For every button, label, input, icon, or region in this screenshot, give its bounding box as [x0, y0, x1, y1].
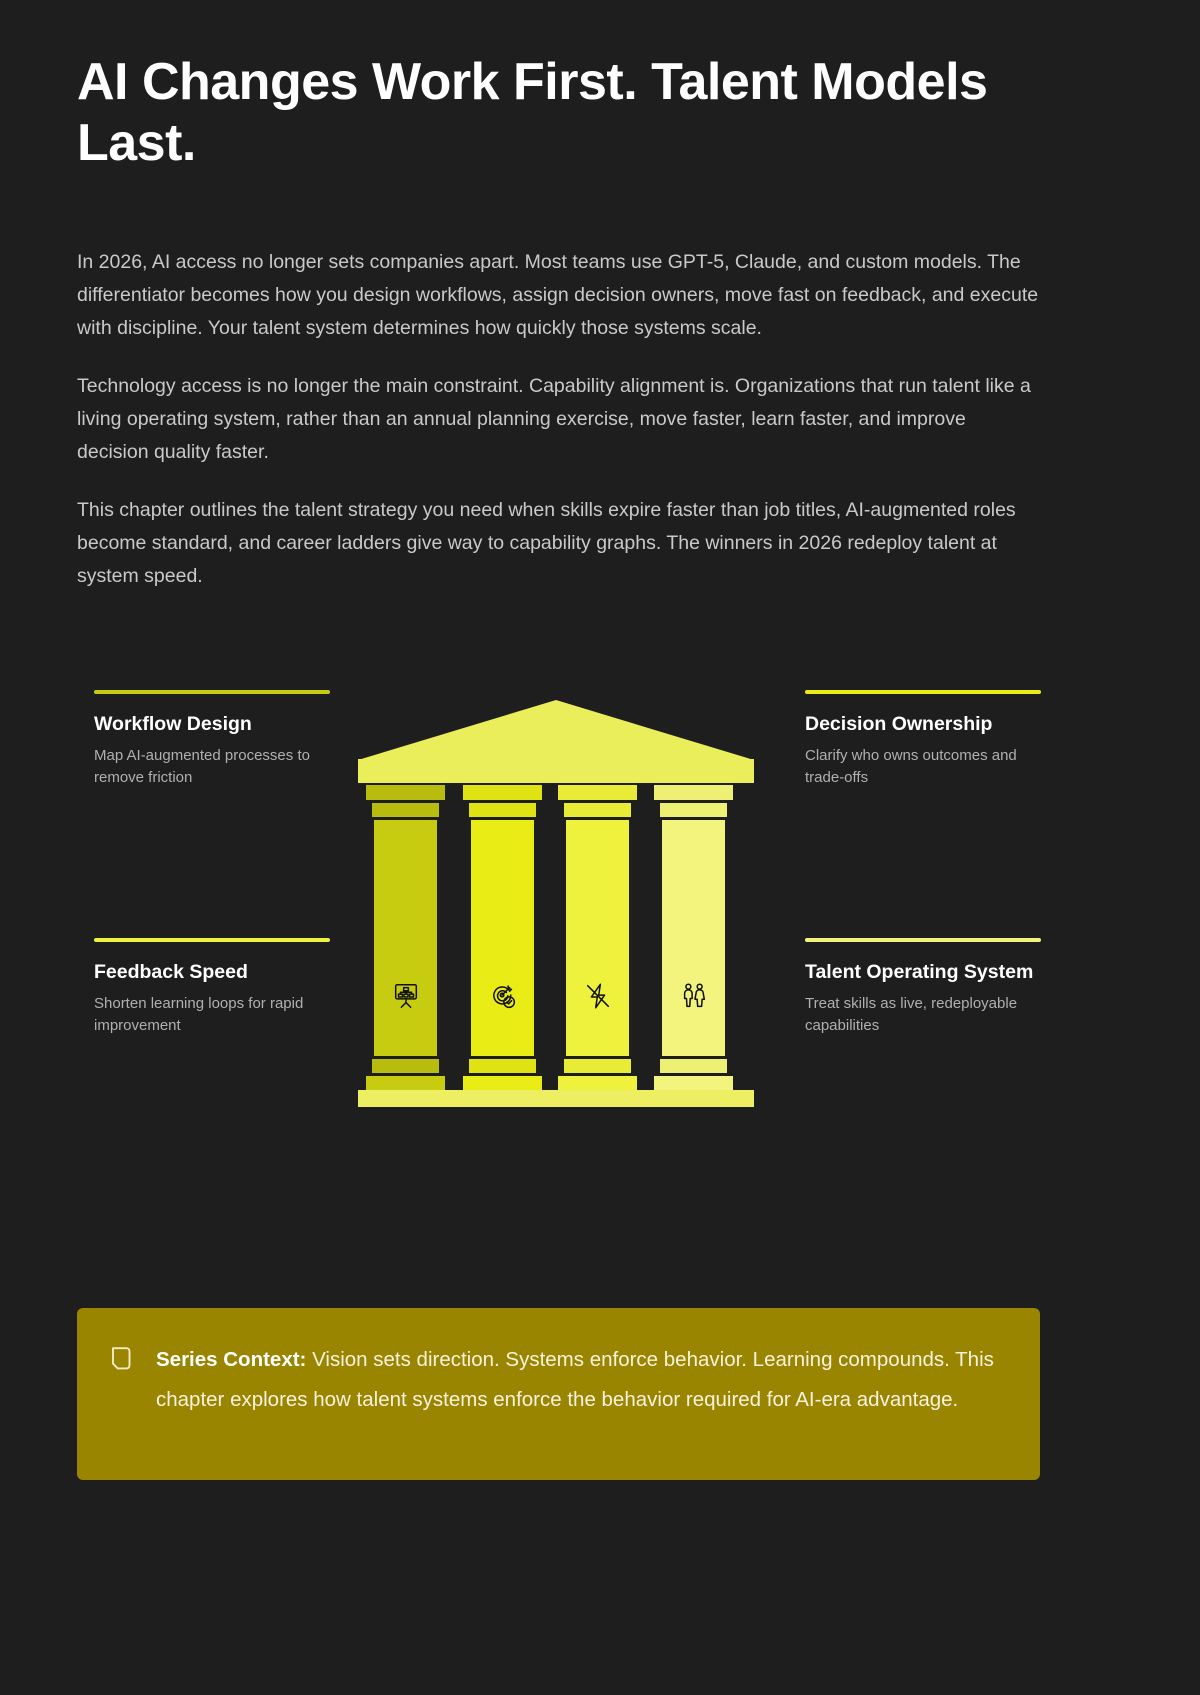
pillar-workflow-design	[364, 785, 447, 1098]
feature-accent-bar	[805, 690, 1041, 694]
temple-base-platform	[358, 1090, 754, 1107]
pillar-shaft	[471, 820, 534, 1056]
pillar-capital-bottom	[469, 803, 536, 817]
pillar-decision-ownership	[461, 785, 544, 1098]
feature-decision-ownership	[805, 690, 1041, 789]
feature-feedback-speed	[94, 938, 330, 1037]
feature-accent-bar	[805, 938, 1041, 942]
callout-text	[156, 1340, 1004, 1420]
pillar-talent-operating-system	[652, 785, 735, 1098]
feature-title: Decision Ownership	[805, 713, 993, 735]
page-title: AI Changes Work First. Talent Models Last.	[77, 53, 988, 173]
note-bookmark-icon	[109, 1345, 134, 1372]
pillar-capital-top	[558, 785, 637, 800]
feature-talent-operating-system	[805, 938, 1041, 1037]
feature-title: Workflow Design	[94, 713, 252, 735]
intro-paragraph-3: This chapter outlines the talent strategy you need when skills expire faster than job titles, AI-augmented roles become standard, and career ladders give way to capability graphs. The winners in 2026 redeploy talent at system speed.	[77, 499, 1016, 587]
feature-description: Treat skills as live, redeployable capabilities	[805, 995, 1018, 1035]
feature-description: Shorten learning loops for rapid improvement	[94, 995, 304, 1035]
feature-title: Talent Operating System	[805, 961, 1034, 983]
callout-body: Vision sets direction. Systems enforce behavior. Learning compounds. This chapter explores how talent systems enforce the behavior required for AI-era advantage.	[156, 1348, 994, 1411]
pillar-base-upper	[372, 1059, 439, 1073]
pillar-capital-bottom	[564, 803, 631, 817]
pillar-shaft	[662, 820, 725, 1056]
pediment-triangle	[358, 700, 754, 762]
pillar-capital-top	[366, 785, 445, 800]
people-pair-icon	[679, 981, 709, 1011]
feature-workflow-design	[94, 690, 330, 789]
pillar-base-upper	[469, 1059, 536, 1073]
feature-accent-bar	[94, 938, 330, 942]
pillar-shaft	[566, 820, 629, 1056]
intro-paragraph-2: Technology access is no longer the main constraint. Capability alignment is. Organizations that run talent like a living operating system, rather than an annual planning exercise, move faster, learn faster, and improve decision quality faster.	[77, 375, 1031, 463]
pillar-base-lower	[558, 1076, 637, 1091]
pillar-capital-bottom	[372, 803, 439, 817]
pillar-shaft	[374, 820, 437, 1056]
pillar-base-lower	[654, 1076, 733, 1091]
pillar-base-lower	[366, 1076, 445, 1091]
intro-paragraph-1: In 2026, AI access no longer sets companies apart. Most teams use GPT-5, Claude, and custom models. The differentiator becomes how you design workflows, assign decision owners, move fast on feedback, and execute with discipline. Your talent system determines how quickly those systems scale.	[77, 251, 1039, 339]
feature-description: Clarify who owns outcomes and trade-offs	[805, 747, 1017, 787]
pillar-capital-top	[654, 785, 733, 800]
feature-description: Map AI-augmented processes to remove friction	[94, 747, 310, 787]
pillar-capital-bottom	[660, 803, 727, 817]
org-chart-board-icon	[391, 981, 421, 1011]
architrave-beam	[358, 759, 754, 783]
four-pillar-temple-illustration	[358, 700, 754, 1110]
pillar-base-upper	[564, 1059, 631, 1073]
series-context-callout	[77, 1308, 1040, 1480]
pillar-capital-top	[463, 785, 542, 800]
feature-title: Feedback Speed	[94, 961, 248, 983]
target-check-icon	[488, 981, 518, 1011]
pillar-base-lower	[463, 1076, 542, 1091]
lightning-slash-icon	[583, 981, 613, 1011]
pillar-base-upper	[660, 1059, 727, 1073]
feature-accent-bar	[94, 690, 330, 694]
callout-label: Series Context:	[156, 1348, 307, 1371]
pillar-feedback-speed	[556, 785, 639, 1098]
